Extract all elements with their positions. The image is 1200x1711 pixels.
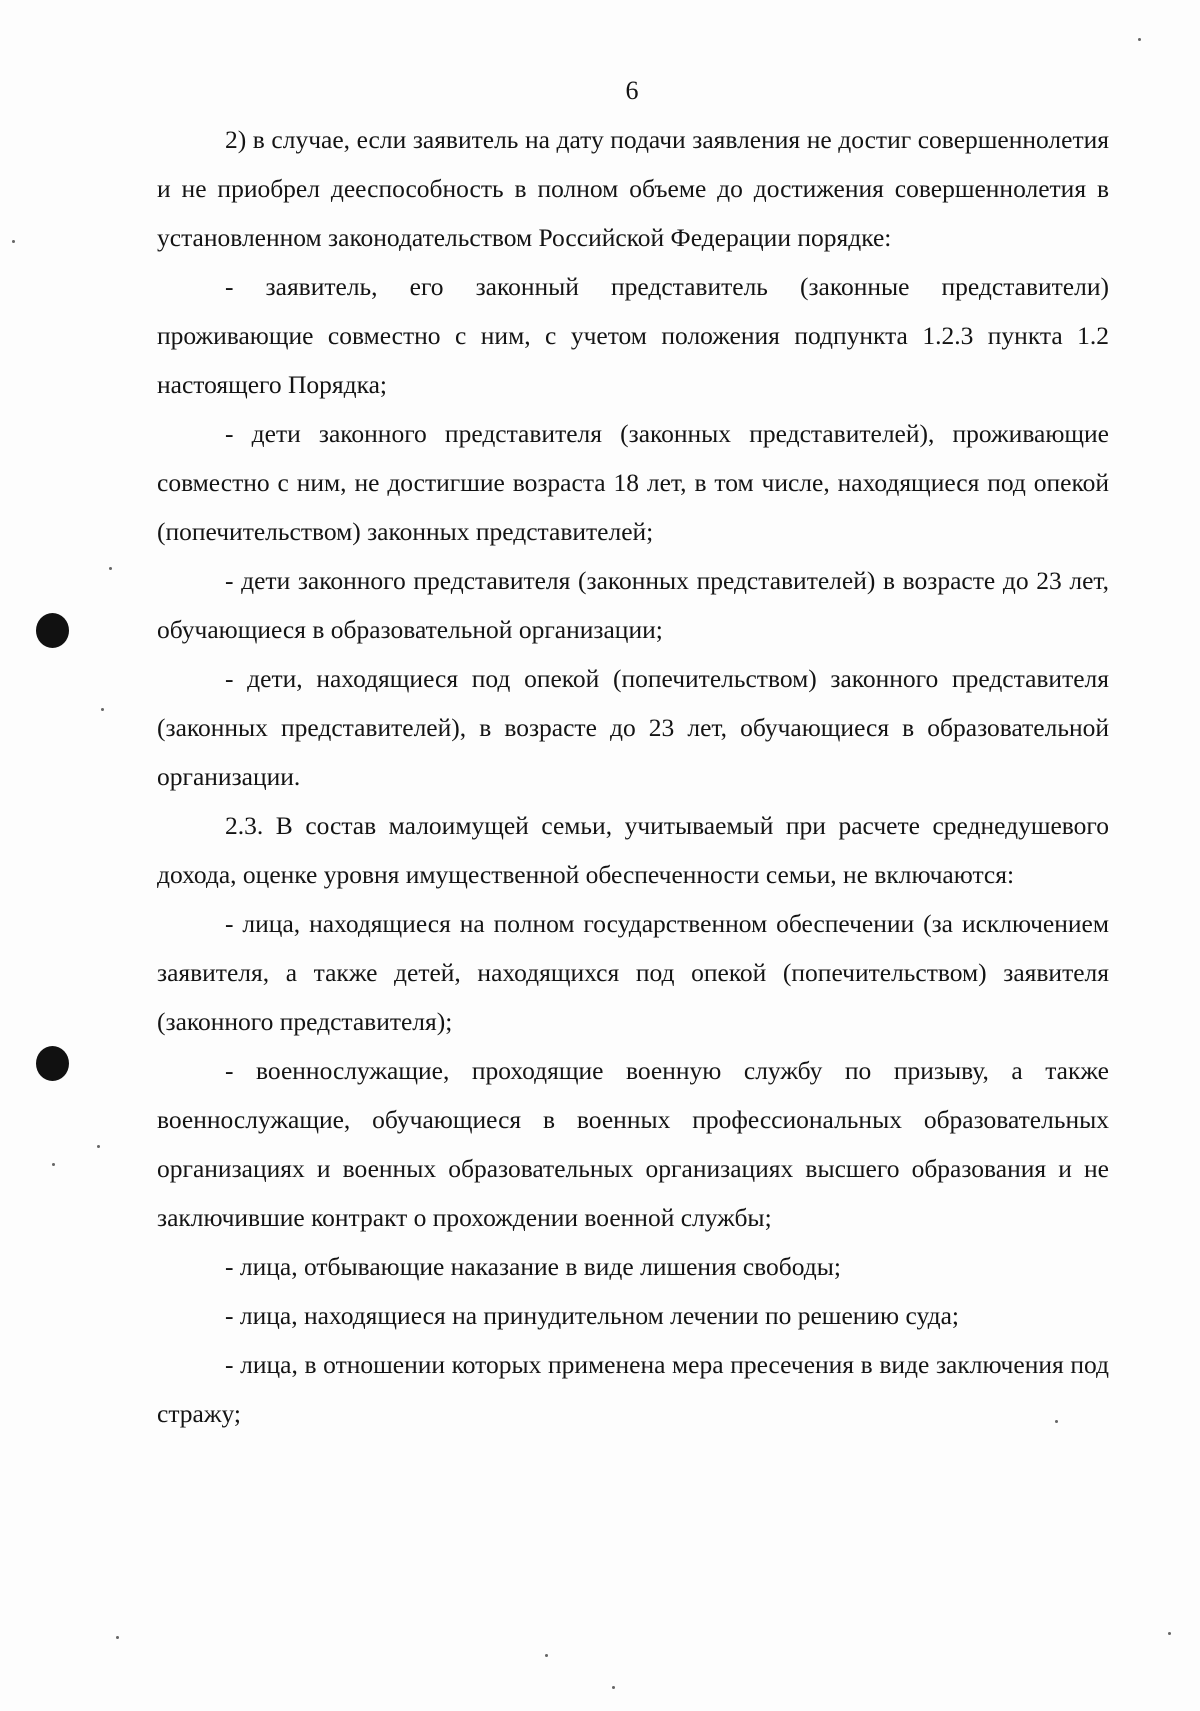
paragraph: - дети законного представителя (законных представителей), проживающие совместно с ним, не достигшие возраста 18 лет, в том числе, находящиеся под опекой (попечительством) законных представителей;	[157, 419, 1109, 546]
paragraph: - военнослужащие, проходящие военную службу по призыву, а также военнослужащие, обучающиеся в военных профессиональных образовательных организациях и военных образовательных организациях высшего образования и не заключившие контракт о прохождении военной службы;	[157, 1056, 1109, 1232]
scan-speck	[12, 240, 15, 243]
scan-speck	[545, 1654, 548, 1657]
punch-hole-mark	[36, 613, 69, 648]
punch-hole-mark	[36, 1046, 69, 1081]
paragraph: - дети, находящиеся под опекой (попечительством) законного представителя (законных представителей), в возрасте до 23 лет, обучающиеся в образовательной организации.	[157, 664, 1109, 791]
page-number: 6	[625, 76, 639, 105]
scan-speck	[97, 1145, 100, 1148]
paragraph: - заявитель, его законный представитель (законные представители) проживающие совместно с ним, с учетом положения подпункта 1.2.3 пункта 1.2 настоящего Порядка;	[157, 272, 1109, 399]
scan-speck	[1168, 1632, 1171, 1635]
paragraph: - лица, отбывающие наказание в виде лишения свободы;	[225, 1252, 841, 1281]
scan-speck	[612, 1686, 615, 1689]
scan-speck	[109, 567, 112, 570]
paragraph: - лица, находящиеся на полном государственном обеспечении (за исключением заявителя, а также детей, находящихся под опекой (попечительством) заявителя (законного представителя);	[157, 909, 1109, 1036]
paragraph: 2.3. В состав малоимущей семьи, учитываемый при расчете среднедушевого дохода, оценке уровня имущественной обеспеченности семьи, не включаются:	[157, 811, 1109, 889]
document-body	[157, 115, 1109, 1438]
paragraph: - лица, находящиеся на принудительном лечении по решению суда;	[225, 1301, 959, 1330]
paragraph: - лица, в отношении которых применена мера пресечения в виде заключения под стражу;	[157, 1350, 1109, 1428]
scan-speck	[52, 1163, 55, 1166]
scan-speck	[116, 1636, 119, 1639]
paragraph: 2) в случае, если заявитель на дату подачи заявления не достиг совершеннолетия и не приобрел дееспособность в полном объеме до достижения совершеннолетия в установленном законодательством Российской Федерации порядке:	[157, 125, 1109, 252]
scan-speck	[1138, 38, 1141, 41]
scan-speck	[101, 708, 104, 711]
paragraph: - дети законного представителя (законных представителей) в возрасте до 23 лет, обучающиеся в образовательной организации;	[157, 566, 1109, 644]
